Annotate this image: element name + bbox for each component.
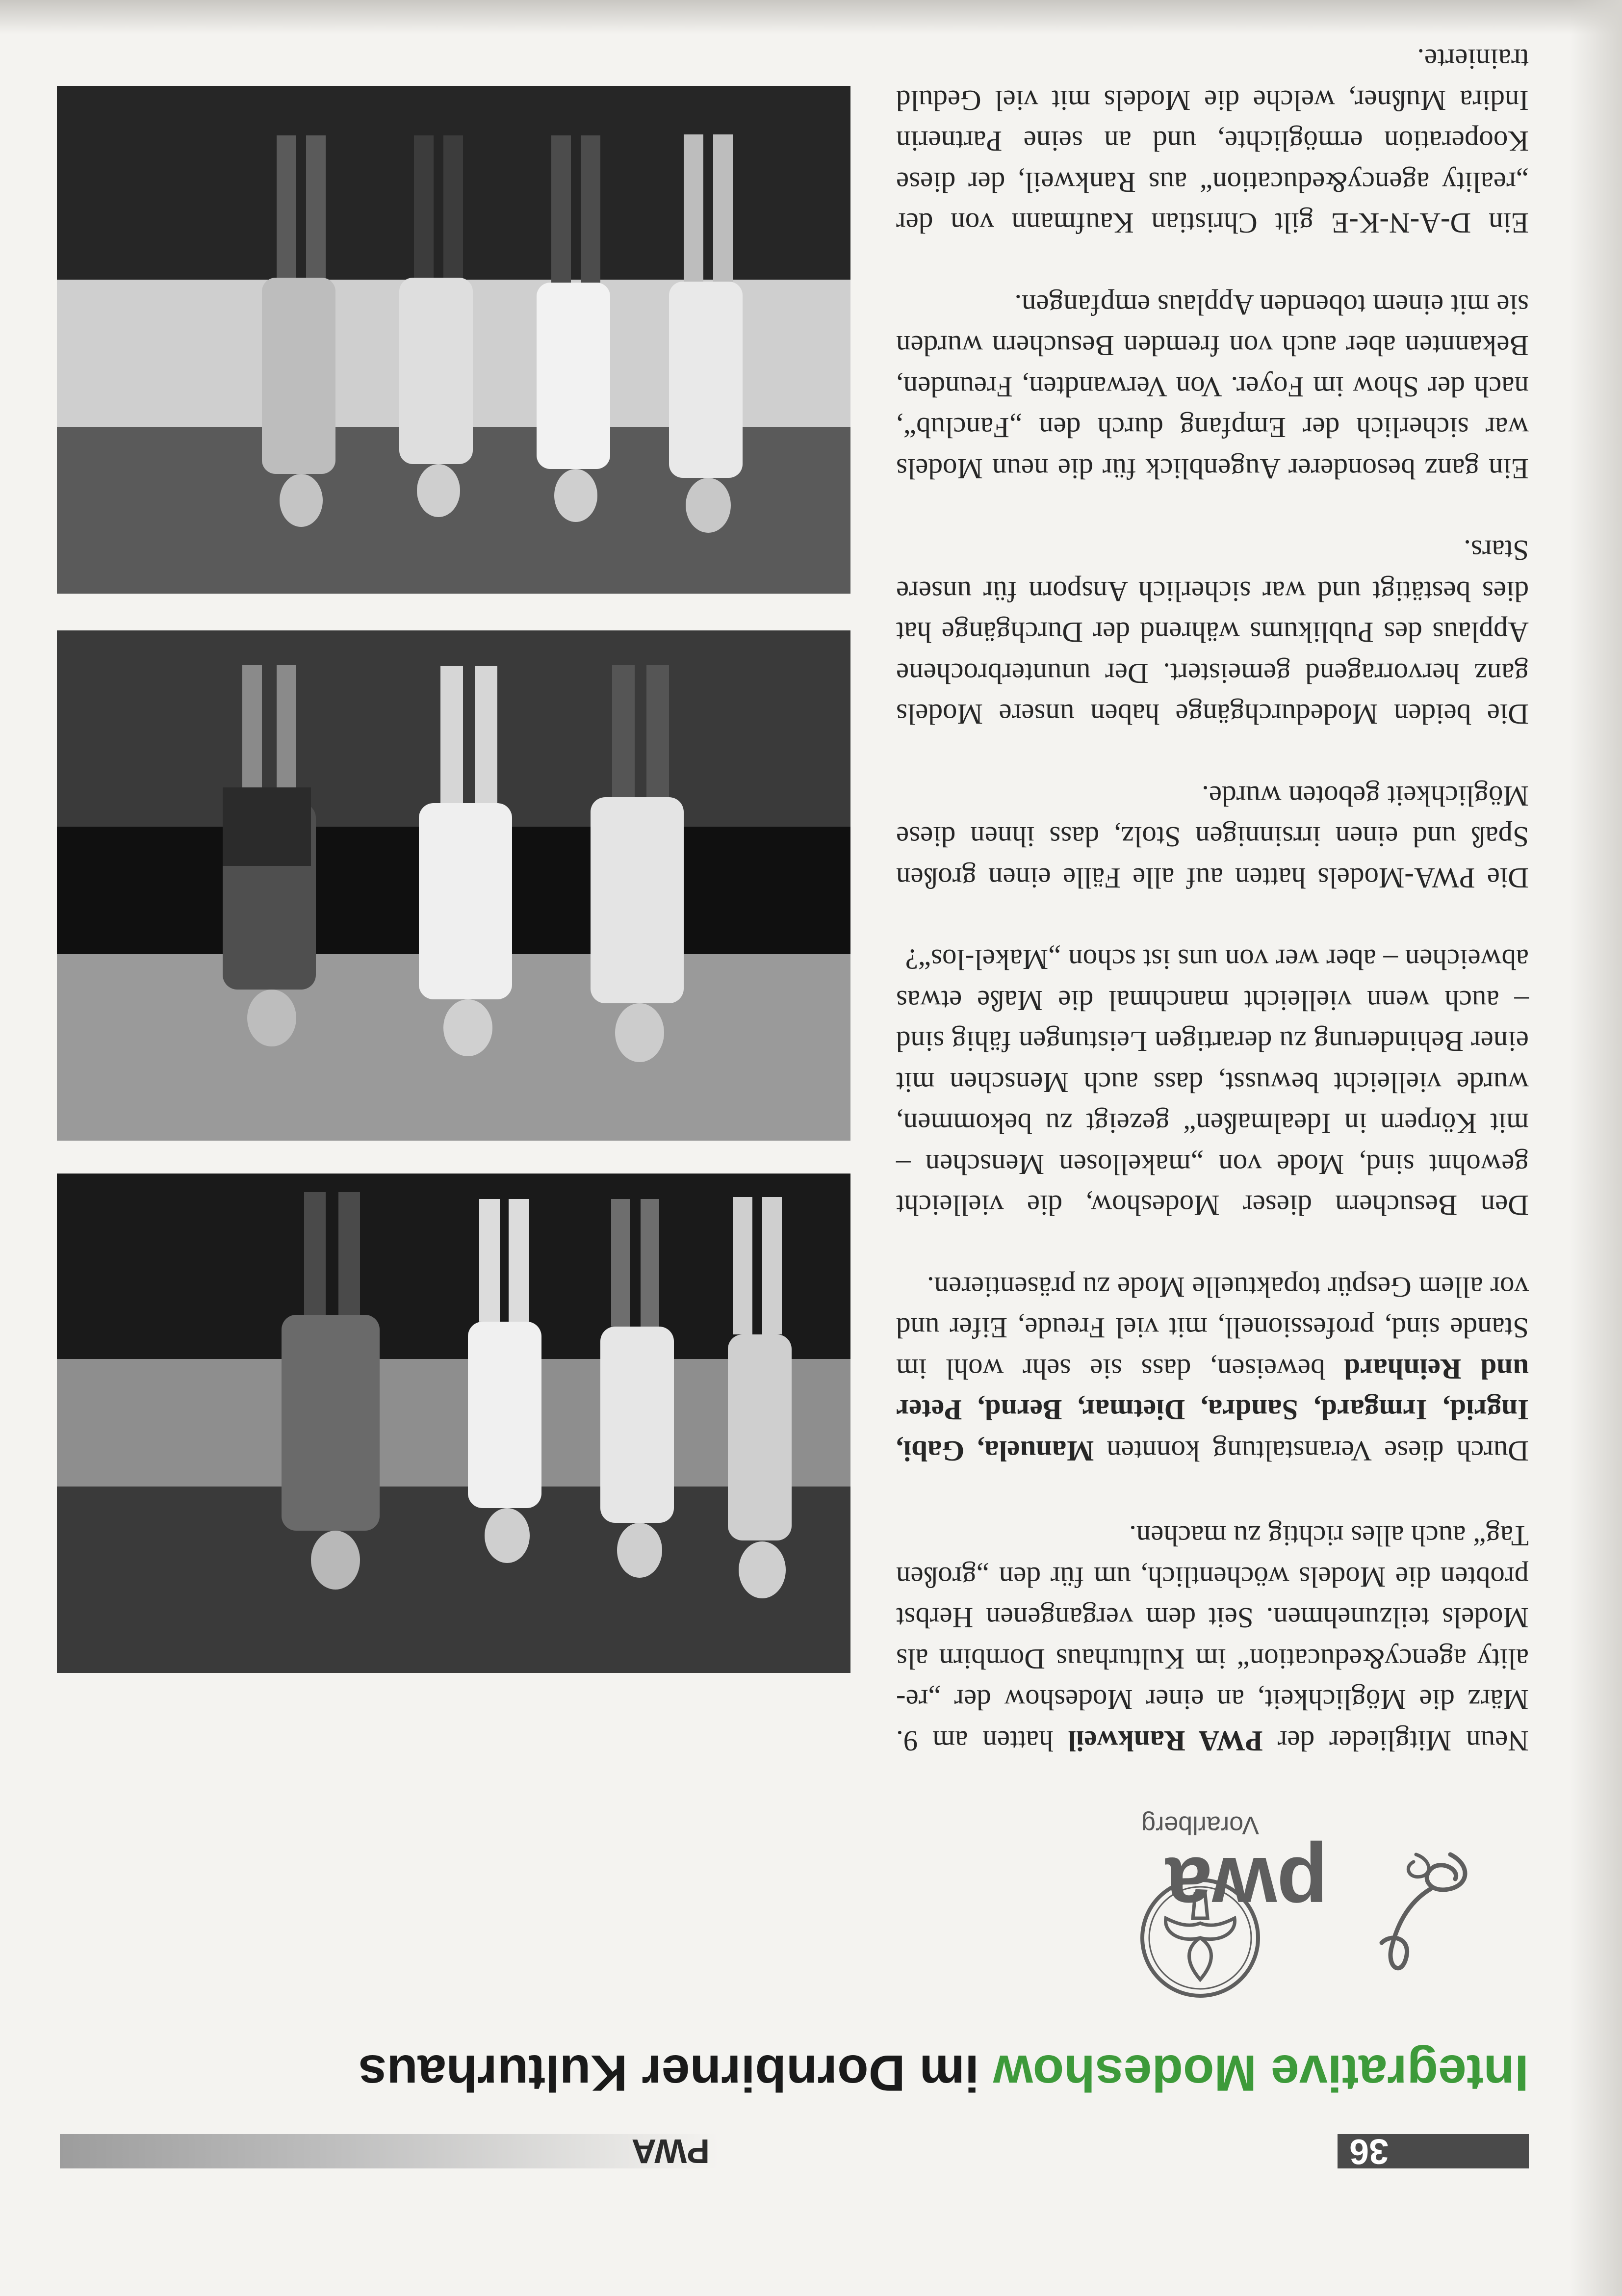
scan-edge-right [1570, 0, 1622, 2296]
paragraph-2 [896, 1267, 1529, 1472]
page-title [82, 2043, 1529, 2102]
paragraph-4: Die PWA-Models hatten auf alle Fälle einen großen Spaß und einen irrsinnigen Stolz, dass ihnen diese Möglichkeit geboten wurde. [896, 780, 1529, 894]
figure-swirl-icon [1382, 1854, 1465, 1968]
pwa-logo [1117, 1776, 1490, 2002]
paragraph-1-bold: PWA Rankweil [1068, 1725, 1263, 1757]
paragraph-2-bold: Manuela, Gabi, Ingrid, Irmgard, Sandra, Dietmar, Bernd, Peter und Reinhard [896, 1353, 1529, 1467]
paragraph-5: Die beiden Modedurchgänge haben unsere Models ganz hervorragend gemeistert. Der ununterbrochene Applaus des Publikums während der Durchgänge hat dies bestätigt und war sicherlich Ansporn für unsere Stars. [896, 534, 1529, 731]
section-bar [60, 2134, 720, 2168]
page-number-box [1338, 2132, 1529, 2171]
paragraph-1-suffix: hatten am 9. März die Möglichkeit, an einer Modeshow der „reality agency&education“ im Kulturhaus Dornbirn als Models teilzunehmen. Seit dem vergangenen Herbst probten die Models wöchentlich, um für den „großen Tag“ auch alles richtig zu machen. [896, 1520, 1529, 1757]
paragraph-1 [896, 1515, 1529, 1761]
scan-edge-top [0, 0, 1622, 34]
photo-runway-1 [57, 1174, 850, 1673]
photo-1-image [57, 1174, 850, 1673]
paragraph-1-prefix: Neun Mitglieder der [1262, 1725, 1529, 1757]
logo-wordmark: pwa [1165, 1840, 1328, 1933]
logo-region: Vorarlberg [1141, 1811, 1259, 1839]
photo-runway-3 [57, 86, 850, 594]
photo-2-image [57, 630, 850, 1141]
photo-runway-2 [57, 630, 850, 1141]
paragraph-7: Ein D-A-N-K-E gilt Christian Kaufmann von der „reality agency&education“ aus Rankweil, der diese Kooperation ermöglichte, und an seine Partnerin Indira Mußner, welche die Models mit viel Geduld trainierte. [896, 43, 1529, 240]
section-label: PWA [631, 2132, 710, 2170]
paragraph-3: Den Besuchern dieser Modeshow, die vielleicht gewohnt sind, Mode von „makellosen Menschen – mit Körpern in Idealmaßen“ gezeigt zu bekommen, wurde vielleicht bewusst, dass auch Menschen mit einer Behinderung zu derartigen Leistungen fähig sind – auch wenn vielleicht manchmal die Maße etwas abweichen – aber wer von uns ist schon „Makel-los“? [896, 943, 1529, 1222]
paragraph-2-prefix: Durch diese Veranstaltung konnten [1094, 1435, 1529, 1467]
paragraph-2-suffix: beweisen, dass sie sehr wohl im Stande sind, professionell, mit viel Freude, Eifer und vor allem Gespür topaktuelle Mode zu präsentieren. [896, 1271, 1529, 1385]
page-number: 36 [1349, 2132, 1389, 2171]
paragraph-6: Ein ganz besonderer Augenblick für die neun Models war sicherlich der Empfang durch den „Fanclub“, nach der Show im Foyer. Von Verwandten, Freunden, Bekannten aber auch von fremden Besuchern wurden sie mit einem tobenden Applaus empfangen. [896, 289, 1529, 485]
title-rest: im Dornbirner Kulturhaus [358, 2044, 993, 2101]
swirl-icon [1408, 1854, 1429, 1877]
photo-3-image [57, 86, 850, 594]
header [60, 2132, 1529, 2171]
article-text [896, 0, 1529, 1761]
title-highlight: Integrative Modeshow [993, 2044, 1529, 2101]
